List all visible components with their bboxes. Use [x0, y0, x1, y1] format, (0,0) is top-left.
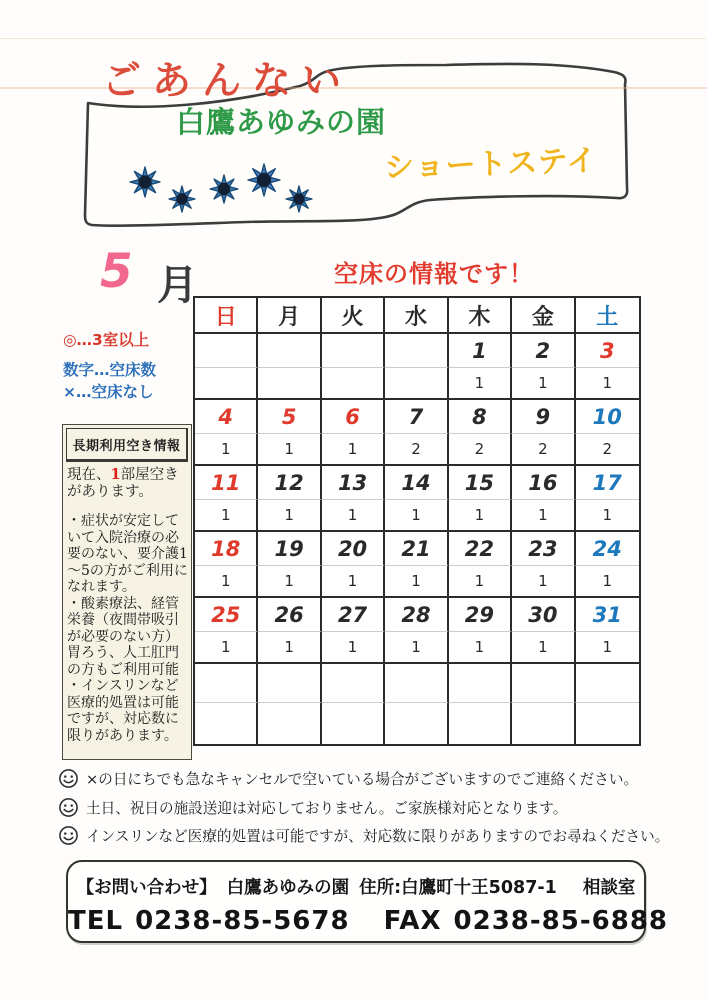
- calendar-date-cell: [512, 664, 575, 702]
- calendar-vacancy-cell: 1: [258, 433, 321, 464]
- calendar-date-cell: 26: [258, 598, 321, 631]
- calendar-vacancy-cell: 1: [512, 499, 575, 530]
- calendar-vacancy-cell: 1: [449, 565, 512, 596]
- legend-no-vacancy: ×…空床なし: [63, 383, 154, 401]
- calendar-vacancy-cell: 2: [512, 433, 575, 464]
- calendar-date-cell: [195, 664, 258, 702]
- month-number: 5: [100, 244, 133, 299]
- calendar-date-cell: 20: [322, 532, 385, 565]
- inquiry-label: 【お問い合わせ】: [76, 878, 217, 898]
- star-icon: [284, 184, 314, 214]
- calendar-day-header: 土: [596, 304, 619, 330]
- calendar-date-cell: 28: [385, 598, 448, 631]
- calendar-vacancy-cell: [195, 367, 258, 398]
- calendar-vacancy-cell: 2: [385, 433, 448, 464]
- scan-artifact-line: [0, 38, 707, 39]
- calendar-date-cell: 2: [512, 334, 575, 367]
- calendar-vacancy-cell: 1: [512, 631, 575, 662]
- calendar-vacancy-cell: [322, 702, 385, 744]
- calendar-vacancy-cell: 2: [576, 433, 639, 464]
- calendar-vacancy-cell: 1: [322, 631, 385, 662]
- calendar-vacancy-cell: 1: [449, 499, 512, 530]
- calendar-vacancy-cell: [195, 702, 258, 744]
- guide-title: ごあんない: [102, 59, 353, 104]
- calendar-vacancy-cell: 2: [449, 433, 512, 464]
- contact-info-line: [68, 874, 644, 899]
- calendar-date-cell: 25: [195, 598, 258, 631]
- tel-number: 0238-85-5678: [135, 906, 350, 936]
- calendar-date-cell: 12: [258, 466, 321, 499]
- calendar-week-row: [195, 398, 639, 464]
- calendar-vacancy-cell: [576, 702, 639, 744]
- calendar-vacancy-cell: 1: [258, 631, 321, 662]
- calendar-date-cell: 6: [322, 400, 385, 433]
- star-icon: [208, 173, 240, 205]
- legend-number-meaning: 数字…空床数: [63, 361, 157, 379]
- calendar-vacancy-cell: 1: [258, 565, 321, 596]
- contact-facility: 白鷹あゆみの園: [226, 878, 350, 898]
- calendar-week-row: [195, 464, 639, 530]
- vacancy-calendar: [193, 296, 641, 746]
- calendar-date-cell: 5: [258, 400, 321, 433]
- calendar-day-header: 木: [449, 298, 512, 332]
- calendar-week-row: [195, 596, 639, 662]
- vacancy-headline: 空床の情報です！: [334, 260, 534, 288]
- calendar-date-cell: 7: [385, 400, 448, 433]
- footnote-text: 土日、祝日の施設送迎は対応しておりません。ご家族様対応となります。: [86, 800, 568, 817]
- calendar-vacancy-cell: [258, 367, 321, 398]
- calendar-date-cell: 10: [592, 404, 622, 429]
- long-term-note: ・インスリンなど医療的処置は可能ですが、対応数に限りがあります。: [67, 678, 179, 744]
- long-term-info-title: 長期利用空き情報: [66, 428, 188, 462]
- calendar-vacancy-cell: 1: [195, 499, 258, 530]
- contact-phone-line: [68, 906, 669, 936]
- contact-office: 相談室: [582, 878, 636, 898]
- calendar-vacancy-cell: 1: [195, 433, 258, 464]
- calendar-date-cell: 22: [449, 532, 512, 565]
- contact-box: [66, 860, 669, 943]
- calendar-date-cell: 27: [322, 598, 385, 631]
- calendar-date-cell: [322, 664, 385, 702]
- footnote-row: [58, 768, 638, 789]
- contact-address: 住所:白鷹町十王5087-1: [359, 878, 557, 898]
- month-suffix: 月: [157, 261, 198, 309]
- calendar-vacancy-cell: 1: [576, 367, 639, 398]
- footnote-row: [58, 797, 567, 818]
- calendar-vacancy-cell: 1: [322, 565, 385, 596]
- calendar-vacancy-cell: [385, 367, 448, 398]
- calendar-week-row: [195, 662, 639, 744]
- calendar-vacancy-cell: 1: [385, 565, 448, 596]
- star-icon: [246, 162, 282, 198]
- calendar-vacancy-cell: 1: [385, 499, 448, 530]
- calendar-vacancy-cell: [449, 702, 512, 744]
- tel-label: TEL: [68, 906, 124, 936]
- calendar-day-header: 月: [258, 298, 321, 332]
- calendar-date-cell: 21: [385, 532, 448, 565]
- calendar-date-cell: [385, 664, 448, 702]
- smiley-icon: [58, 797, 79, 818]
- calendar-date-cell: 29: [449, 598, 512, 631]
- calendar-date-cell: [322, 334, 385, 367]
- footnote-row: [58, 825, 669, 846]
- calendar-day-header: 火: [322, 298, 385, 332]
- calendar-date-cell: 1: [449, 334, 512, 367]
- smiley-icon: [58, 825, 79, 846]
- calendar-day-header: 日: [195, 298, 258, 332]
- long-term-note: ・酸素療法、経管栄養（夜間帯吸引が必要のない方）胃ろう、人工肛門の方もご利用可能: [67, 595, 179, 678]
- service-name: ショートステイ: [383, 143, 599, 186]
- calendar-date-cell: 18: [195, 532, 258, 565]
- calendar-date-cell: 3: [599, 338, 615, 363]
- footnote-text: ×の日にちでも急なキャンセルで空いている場合がございますのでご連絡ください。: [86, 771, 639, 788]
- calendar-vacancy-cell: 1: [322, 433, 385, 464]
- facility-name: 白鷹あゆみの園: [176, 105, 387, 139]
- calendar-week-row: [195, 332, 639, 398]
- calendar-date-cell: 19: [258, 532, 321, 565]
- calendar-date-cell: 31: [592, 602, 622, 627]
- calendar-header-row: [195, 298, 639, 332]
- calendar-vacancy-cell: 1: [195, 631, 258, 662]
- calendar-date-cell: 15: [449, 466, 512, 499]
- calendar-vacancy-cell: 1: [449, 367, 512, 398]
- calendar-date-cell: 23: [512, 532, 575, 565]
- calendar-vacancy-cell: 1: [512, 367, 575, 398]
- calendar-date-cell: 13: [322, 466, 385, 499]
- calendar-week-row: [195, 530, 639, 596]
- calendar-date-cell: 11: [195, 466, 258, 499]
- long-term-note: ・症状が安定していて入院治療の必要のない、要介護1～5の方がご利用になれます。: [67, 513, 188, 595]
- legend-three-rooms: ◎…3室以上: [63, 331, 150, 349]
- footnote-text: インスリンなど医療的処置は可能ですが、対応数に限りがありますのでお尋ねください。: [86, 828, 670, 845]
- calendar-vacancy-cell: 1: [258, 499, 321, 530]
- calendar-weeks: [195, 332, 639, 744]
- fax-number: 0238-85-6888: [453, 906, 669, 936]
- calendar-date-cell: 8: [449, 400, 512, 433]
- calendar-date-cell: 17: [592, 470, 622, 495]
- calendar-date-cell: 4: [195, 400, 258, 433]
- calendar-day-header: 水: [385, 298, 448, 332]
- calendar-vacancy-cell: 1: [385, 631, 448, 662]
- calendar-date-cell: 16: [512, 466, 575, 499]
- calendar-date-cell: 24: [592, 536, 622, 561]
- calendar-vacancy-cell: 1: [576, 631, 639, 662]
- calendar-vacancy-cell: 1: [512, 565, 575, 596]
- star-icon: [167, 184, 197, 214]
- calendar-date-cell: 14: [385, 466, 448, 499]
- calendar-day-header: 金: [512, 298, 575, 332]
- calendar-date-cell: 30: [512, 598, 575, 631]
- calendar-vacancy-cell: 1: [449, 631, 512, 662]
- calendar-date-cell: [576, 664, 639, 702]
- calendar-vacancy-cell: 1: [576, 565, 639, 596]
- calendar-vacancy-cell: [258, 702, 321, 744]
- calendar-vacancy-cell: [322, 367, 385, 398]
- calendar-vacancy-cell: 1: [576, 499, 639, 530]
- smiley-icon: [58, 768, 79, 789]
- fax-label: FAX: [383, 906, 442, 936]
- calendar-date-cell: 9: [512, 400, 575, 433]
- star-icon: [128, 165, 162, 199]
- long-term-info-panel: [62, 424, 192, 760]
- calendar-vacancy-cell: [385, 702, 448, 744]
- long-term-info-body: [63, 465, 191, 744]
- calendar-vacancy-cell: 1: [322, 499, 385, 530]
- calendar-date-cell: [258, 334, 321, 367]
- calendar-date-cell: [195, 334, 258, 367]
- calendar-date-cell: [385, 334, 448, 367]
- calendar-vacancy-cell: 1: [195, 565, 258, 596]
- calendar-date-cell: [449, 664, 512, 702]
- vacancy-count-highlight: 1: [110, 466, 121, 483]
- calendar-date-cell: [258, 664, 321, 702]
- calendar-vacancy-cell: [512, 702, 575, 744]
- current-vacancy-line: 現在、1部屋空きがあります。: [67, 466, 179, 500]
